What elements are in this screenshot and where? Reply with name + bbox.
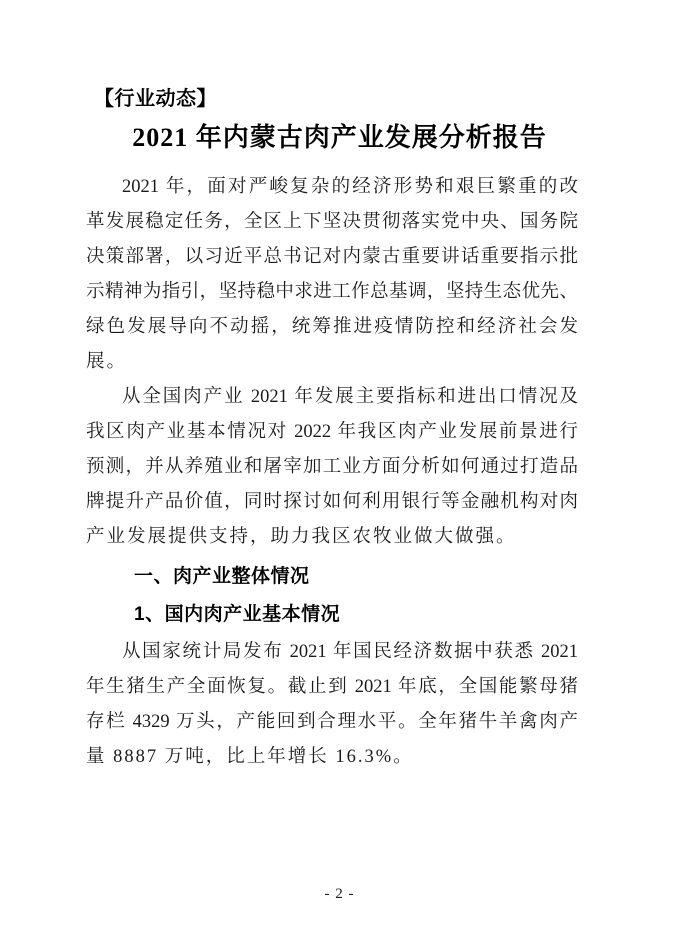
- text-line: 从国家统计局发布 2021 年国民经济数据中获悉 2021: [122, 642, 578, 662]
- text-line: 绿色发展导向不动摇，统筹推进疫情防控和经济社会发: [86, 317, 578, 337]
- text-line: 我区肉产业基本情况对 2022 年我区肉产业发展前景进行: [86, 422, 578, 442]
- text-line: 牌提升产品价值，同时探讨如何利用银行等金融机构对肉: [86, 492, 578, 512]
- heading-level-1: 一、肉产业整体情况: [134, 566, 310, 587]
- text-line: 2021 年，面对严峻复杂的经济形势和艰巨繁重的改: [122, 177, 578, 197]
- text-line: 示精神为指引，坚持稳中求进工作总基调，坚持生态优先、: [86, 282, 578, 302]
- section-tag: 【行业动态】: [94, 88, 217, 110]
- text-line: 年生猪生产全面恢复。截止到 2021 年底，全国能繁母猪: [86, 677, 578, 697]
- text-line: 展。: [86, 352, 128, 372]
- text-line: 革发展稳定任务，全区上下坚决贯彻落实党中央、国务院: [86, 212, 578, 232]
- text-line: 预测，并从养殖业和屠宰加工业方面分析如何通过打造品: [86, 457, 578, 477]
- page-number: - 2 -: [324, 886, 355, 902]
- paragraph-3: [86, 635, 578, 775]
- text-line: 决策部署，以习近平总书记对内蒙古重要讲话重要指示批: [86, 247, 578, 267]
- text-line: 存栏 4329 万头，产能回到合理水平。全年猪牛羊禽肉产: [86, 712, 578, 732]
- text-line: 产业发展提供支持，助力我区农牧业做大做强。: [86, 527, 517, 547]
- document-title: 2021 年内蒙古肉产业发展分析报告: [132, 123, 547, 152]
- text-line: 从全国肉产业 2021 年发展主要指标和进出口情况及: [122, 387, 578, 407]
- paragraph-1: [86, 170, 578, 380]
- heading-level-2: 1、国内肉产业基本情况: [134, 604, 341, 625]
- paragraph-2: [86, 380, 578, 555]
- document-body: [86, 170, 578, 775]
- text-line: 量 8887 万吨，比上年增长 16.3%。: [86, 747, 414, 767]
